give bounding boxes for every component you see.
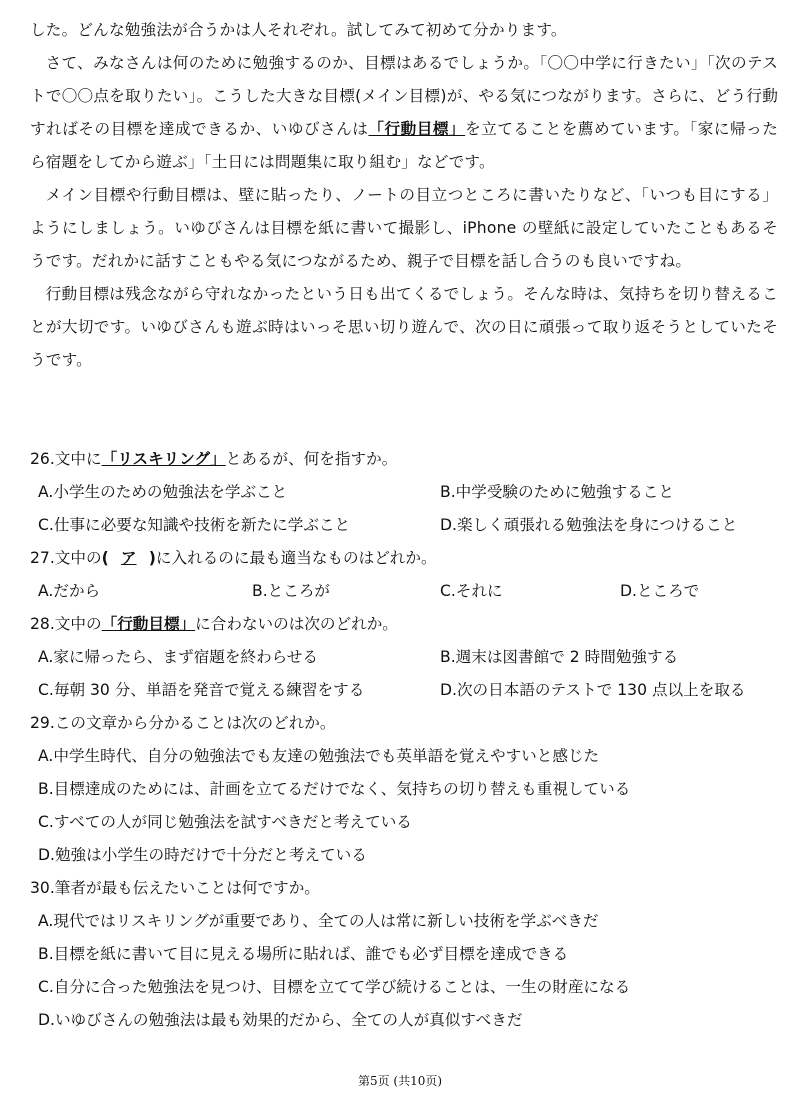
question-27-option-a: A.だから (38, 582, 101, 600)
question-27-option-b: B.ところが (252, 582, 331, 600)
question-27-open-paren: ( (101, 549, 109, 567)
passage-paragraph-2-text-b: を立てることを薦めています。「家に帰ったら宿題をしてから遊ぶ」「土日には問題集に取り組む」などです。 (30, 120, 779, 171)
question-28-keyword: 「行動目標」 (101, 615, 196, 633)
passage-paragraph-2 (30, 47, 778, 179)
question-26-option-a: A.小学生のための勉強法を学ぶこと (38, 483, 288, 501)
question-29-option-a-row (30, 740, 790, 773)
question-26-prefix: 26.文中に (30, 450, 102, 468)
page-number-footer: 第5页 (共10页) (357, 1074, 443, 1088)
question-28-option-d: D.次の日本語のテストで 130 点以上を取る (440, 681, 746, 699)
question-26-keyword: 「リスキリング」 (101, 450, 226, 468)
question-26-option-d: D.楽しく頑張れる勉強法を身につけること (440, 516, 738, 534)
question-26-suffix: とあるが、何を指すか。 (225, 450, 398, 468)
question-30-option-b-row (30, 938, 790, 971)
question-29-option-d: D.勉強は小学生の時だけで十分だと考えている (38, 846, 367, 864)
question-29-option-b: B.目標達成のためには、計画を立てるだけでなく、気持ちの切り替えも重視している (38, 780, 631, 798)
question-27-stem (30, 542, 790, 575)
passage-paragraph-3: メイン目標や行動目標は、壁に貼ったり、ノートの目立つところに書いたりなど、「いつも目にする」ようにしましょう。いゆびさんは目標を紙に書いて撮影し、iPhone の壁紙に設定していたこともあるそうです。だれかに話すこともやる気につながるため、親子で目標を話し合うのも良いですね。 (30, 186, 778, 270)
passage-paragraph-4: 行動目標は残念ながら守れなかったという日も出てくるでしょう。そんな時は、気持ちを切り替えることが大切です。いゆびさんも遊ぶ時はいっそ思い切り遊んで、次の日に頑張って取り返そうとしていたそうです。 (30, 285, 778, 369)
question-28-suffix: に合わないのは次のどれか。 (195, 615, 398, 633)
question-27-option-d: D.ところで (620, 582, 700, 600)
question-26-stem (30, 443, 790, 476)
question-28-options-row-2 (30, 674, 790, 707)
passage-paragraph-1: した。どんな勉強法が合うかは人それぞれ。試してみて初めて分かります。 (30, 21, 567, 39)
question-30-option-c: C.自分に合った勉強法を見つけ、目標を立てて学び続けることは、一生の財産になる (38, 978, 631, 996)
question-26-options-row-1 (30, 476, 790, 509)
question-29-option-a: A.中学生時代、自分の勉強法でも友達の勉強法でも英単語を覚えやすいと感じた (38, 747, 600, 765)
question-30-stem: 30.筆者が最も伝えたいことは何ですか。 (30, 879, 320, 897)
passage-paragraph-2-text-a: さて、みなさんは何のために勉強するのか、目標はあるでしょうか。「〇〇中学に行きたい」「次のテストで〇〇点を取りたい」。こうした大きな目標(メイン目標)が、やる気につながります。さらに、どう行動すればその目標を達成できるか、いゆびさんは (30, 54, 778, 138)
question-30-option-c-row (30, 971, 790, 1004)
keyword-action-goal: 「行動目標」 (368, 120, 466, 138)
question-29-option-c: C.すべての人が同じ勉強法を試すべきだと考えている (38, 813, 412, 831)
question-list (30, 443, 790, 1037)
question-26-options-row-2 (30, 509, 790, 542)
question-28-stem (30, 608, 790, 641)
question-29-option-b-row (30, 773, 790, 806)
question-26-option-b: B.中学受験のために勉強すること (440, 483, 674, 501)
question-30-option-d: D.いゆびさんの勉強法は最も効果的だから、全ての人が真似すべきだ (38, 1011, 523, 1029)
reading-passage (30, 14, 778, 377)
question-27-prefix: 27.文中の (30, 549, 102, 567)
question-30-option-d-row (30, 1004, 790, 1037)
question-27-close-paren: ) (148, 549, 156, 567)
question-26-option-c: C.仕事に必要な知識や技術を新たに学ぶこと (38, 516, 351, 534)
question-27-option-c: C.それに (440, 582, 503, 600)
question-27-options-row (30, 575, 790, 608)
question-30-option-a: A.現代ではリスキリングが重要であり、全ての人は常に新しい技術を学ぶべきだ (38, 912, 599, 930)
question-28-prefix: 28.文中の (30, 615, 102, 633)
question-29-option-d-row (30, 839, 790, 872)
question-30-option-b: B.目標を紙に書いて目に見える場所に貼れば、誰でも必ず目標を達成できる (38, 945, 569, 963)
question-28-option-b: B.週末は図書館で 2 時間勉強する (440, 648, 679, 666)
question-30-option-a-row (30, 905, 790, 938)
question-27-suffix: に入れるのに最も適当なものはどれか。 (155, 549, 437, 567)
question-28-option-c: C.毎朝 30 分、単語を発音で覚える練習をする (38, 681, 365, 699)
question-29-stem: 29.この文章から分かることは次のどれか。 (30, 714, 336, 732)
question-27-blank: ア (120, 549, 137, 567)
question-28-options-row-1 (30, 641, 790, 674)
question-29-option-c-row (30, 806, 790, 839)
question-28-option-a: A.家に帰ったら、まず宿題を終わらせる (38, 648, 318, 666)
